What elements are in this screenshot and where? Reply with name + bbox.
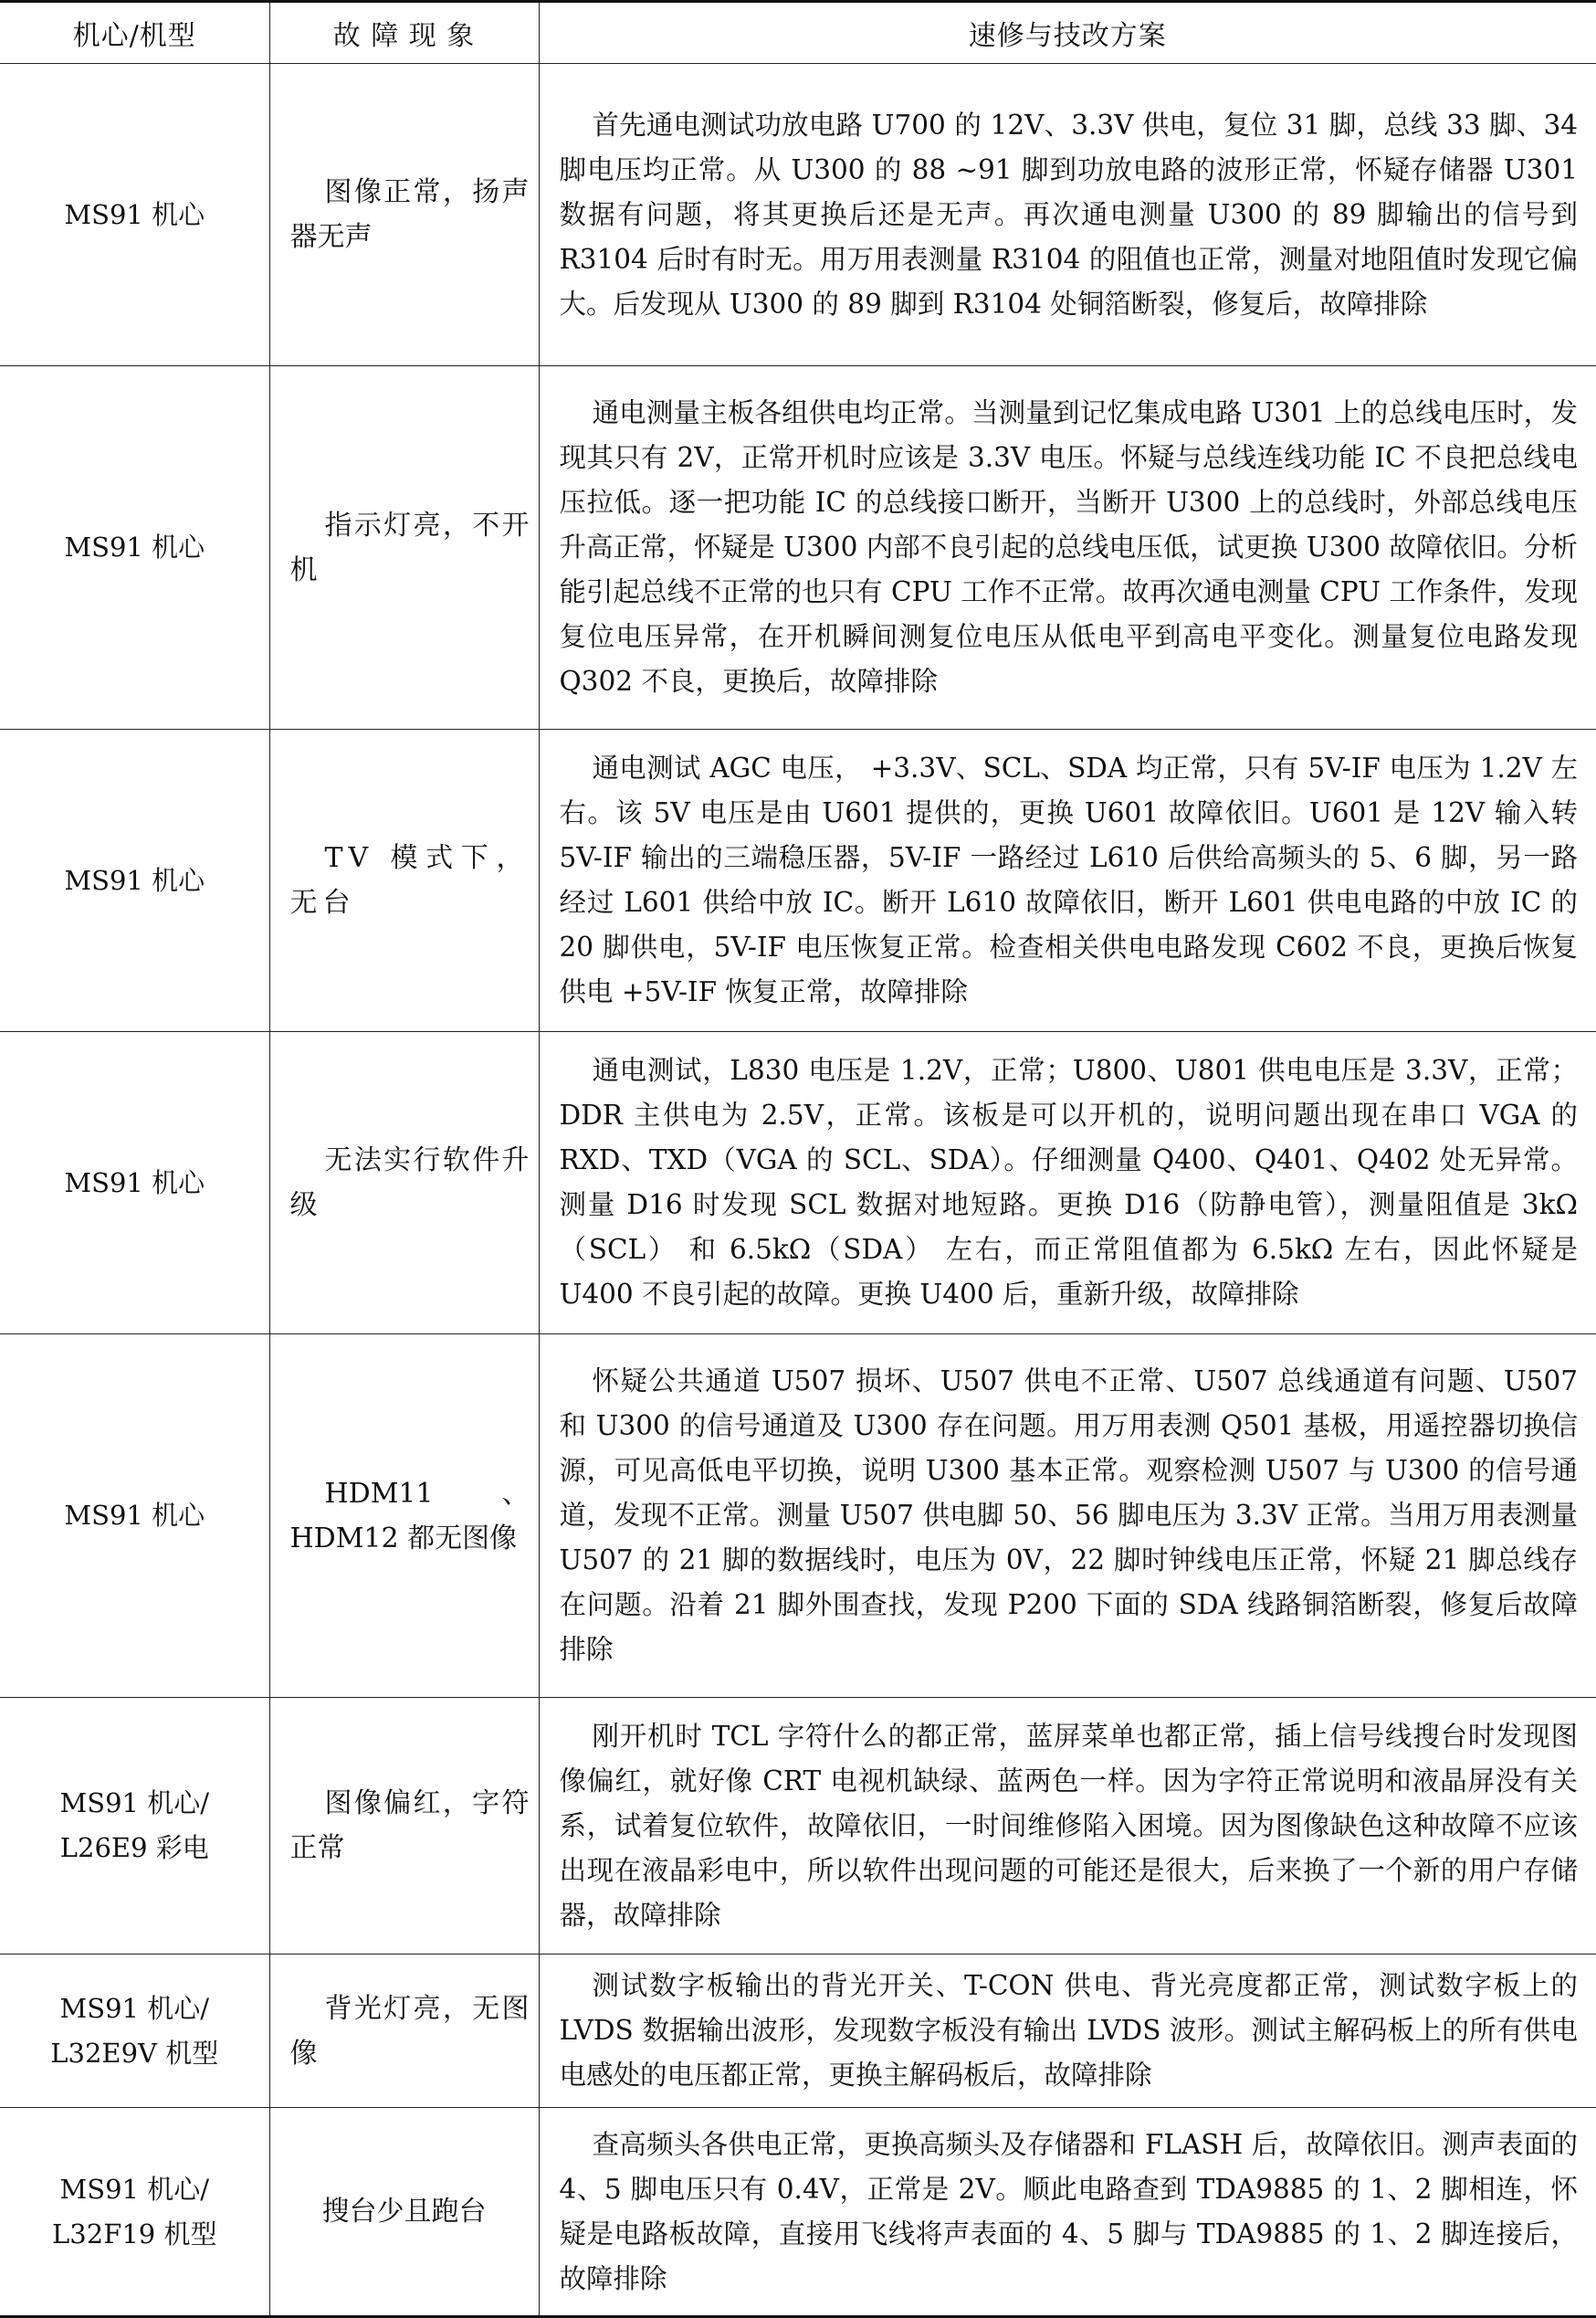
solution-cell: 通电测试 AGC 电压， +3.3V、SCL、SDA 均正常，只有 5V-IF 电压为 1.2V 左右。该 5V 电压是由 U601 提供的，更换 U601 故障依旧。U601 是 12V 输入转 5V-IF 输出的三端稳压器，5V-IF 一路经过 L610 后供给高频头的 5、6 脚，另一路经过 L601 供给中放 IC。断开 L610 故障依旧，断开 L601 供电电路的中放 IC 的 20 脚供电，5V-IF 电压恢复正常。检查相关供电电路发现 C602 不良，更换后恢复供电 +5V-IF 恢复正常，故障排除 bbox=[539, 730, 1596, 1032]
fault-cell: 搜台少且跑台 bbox=[269, 2108, 539, 2317]
model-cell bbox=[0, 1032, 269, 1334]
table-row bbox=[0, 2108, 1596, 2317]
fault-cell: TV 模式下，无台 bbox=[269, 730, 539, 1032]
model-text: MS91 机心 bbox=[64, 1166, 205, 1198]
solution-cell: 查高频头各供电正常，更换高频头及存储器和 FLASH 后，故障依旧。测声表面的 4、5 脚电压只有 0.4V，正常是 2V。顺此电路查到 TDA9885 的 1、2 脚相连，怀疑是电路板故障，直接用飞线将声表面的 4、5 脚与 TDA9885 的 1、2 脚连接后，故障排除 bbox=[539, 2108, 1596, 2317]
model-cell bbox=[0, 730, 269, 1032]
model-cell bbox=[0, 1698, 269, 1954]
model-cell bbox=[0, 64, 269, 366]
model-text: MS91 机心 bbox=[64, 1500, 205, 1531]
header-fault: 故 障 现 象 bbox=[269, 2, 539, 64]
model-cell bbox=[0, 1334, 269, 1698]
model-text: MS91 机心 bbox=[64, 532, 205, 563]
model-text: MS91 机心 bbox=[64, 864, 205, 896]
model-text: MS91 机心/ L26E9 彩电 bbox=[59, 1787, 209, 1863]
header-row bbox=[0, 2, 1596, 64]
solution-cell: 通电测量主板各组供电均正常。当测量到记忆集成电路 U301 上的总线电压时，发现其只有 2V，正常开机时应该是 3.3V 电压。怀疑与总线连线功能 IC 不良把总线电压拉低。逐一把功能 IC 的总线接口断开，当断开 U300 上的总线时，外部总线电压升高正常，怀疑是 U300 内部不良引起的总线电压低，试更换 U300 故障依旧。分析能引起总线不正常的也只有 CPU 工作不正常。故再次通电测量 CPU 工作条件，发现复位电压异常，在开机瞬间测复位电压从低电平到高电平变化。测量复位电路发现 Q302 不良，更换后，故障排除 bbox=[539, 366, 1596, 730]
fault-cell: 无法实行软件升级 bbox=[269, 1032, 539, 1334]
header-solution: 速修与技改方案 bbox=[539, 2, 1596, 64]
model-cell bbox=[0, 1954, 269, 2108]
table-row bbox=[0, 1334, 1596, 1698]
table-row bbox=[0, 1954, 1596, 2108]
solution-cell: 首先通电测试功放电路 U700 的 12V、3.3V 供电，复位 31 脚，总线 33 脚、34 脚电压均正常。从 U300 的 88 ~91 脚到功放电路的波形正常，怀疑存储器 U301 数据有问题，将其更换后还是无声。再次通电测量 U300 的 89 脚输出的信号到 R3104 后时有时无。用万用表测量 R3104 的阻值也正常，测量对地阻值时发现它偏大。后发现从 U300 的 89 脚到 R3104 处铜箔断裂，修复后，故障排除 bbox=[539, 64, 1596, 366]
header-model: 机心/机型 bbox=[0, 2, 269, 64]
fault-cell: 图像正常，扬声器无声 bbox=[269, 64, 539, 366]
fault-cell: 图像偏红，字符正常 bbox=[269, 1698, 539, 1954]
solution-cell: 刚开机时 TCL 字符什么的都正常，蓝屏菜单也都正常，插上信号线搜台时发现图像偏红，就好像 CRT 电视机缺绿、蓝两色一样。因为字符正常说明和液晶屏没有关系，试着复位软件，故障依旧，一时间维修陷入困境。因为图像缺色这种故障不应该出现在液晶彩电中，所以软件出现问题的可能还是很大，后来换了一个新的用户存储器，故障排除 bbox=[539, 1698, 1596, 1954]
fault-cell: 指示灯亮，不开机 bbox=[269, 366, 539, 730]
table-row bbox=[0, 1032, 1596, 1334]
table-row bbox=[0, 1698, 1596, 1954]
solution-cell: 怀疑公共通道 U507 损坏、U507 供电不正常、U507 总线通道有问题、U507 和 U300 的信号通道及 U300 存在问题。用万用表测 Q501 基极，用遥控器切换信源，可见高低电平切换，说明 U300 基本正常。观察检测 U507 与 U300 的信号通道，发现不正常。测量 U507 供电脚 50、56 脚电压为 3.3V 正常。当用万用表测量 U507 的 21 脚的数据线时，电压为 0V，22 脚时钟线电压正常，怀疑 21 脚总线存在问题。沿着 21 脚外围查找，发现 P200 下面的 SDA 线路铜箔断裂，修复后故障排除 bbox=[539, 1334, 1596, 1698]
fault-cell: 背光灯亮，无图像 bbox=[269, 1954, 539, 2108]
solution-cell: 测试数字板输出的背光开关、T-CON 供电、背光亮度都正常，测试数字板上的 LVDS 数据输出波形，发现数字板没有输出 LVDS 波形。测试主解码板上的所有供电电感处的电压都正常，更换主解码板后，故障排除 bbox=[539, 1954, 1596, 2108]
model-text: MS91 机心/ L32E9V 机型 bbox=[50, 1992, 219, 2069]
model-text: MS91 机心 bbox=[64, 198, 205, 230]
table-row bbox=[0, 730, 1596, 1032]
fault-cell: HDM11、HDM12 都无图像 bbox=[269, 1334, 539, 1698]
model-cell bbox=[0, 366, 269, 730]
table-row bbox=[0, 64, 1596, 366]
solution-cell: 通电测试，L830 电压是 1.2V，正常；U800、U801 供电电压是 3.3V，正常；DDR 主供电为 2.5V，正常。该板是可以开机的，说明问题出现在串口 VGA 的 RXD、TXD（VGA 的 SCL、SDA）。仔细测量 Q400、Q401、Q402 处无异常。测量 D16 时发现 SCL 数据对地短路。更换 D16（防静电管），测量阻值是 3kΩ（SCL） 和 6.5kΩ（SDA） 左右，而正常阻值都为 6.5kΩ 左右，因此怀疑是 U400 不良引起的故障。更换 U400 后，重新升级，故障排除 bbox=[539, 1032, 1596, 1334]
table-row bbox=[0, 366, 1596, 730]
model-cell bbox=[0, 2108, 269, 2317]
model-text: MS91 机心/ L32F19 机型 bbox=[52, 2173, 217, 2250]
